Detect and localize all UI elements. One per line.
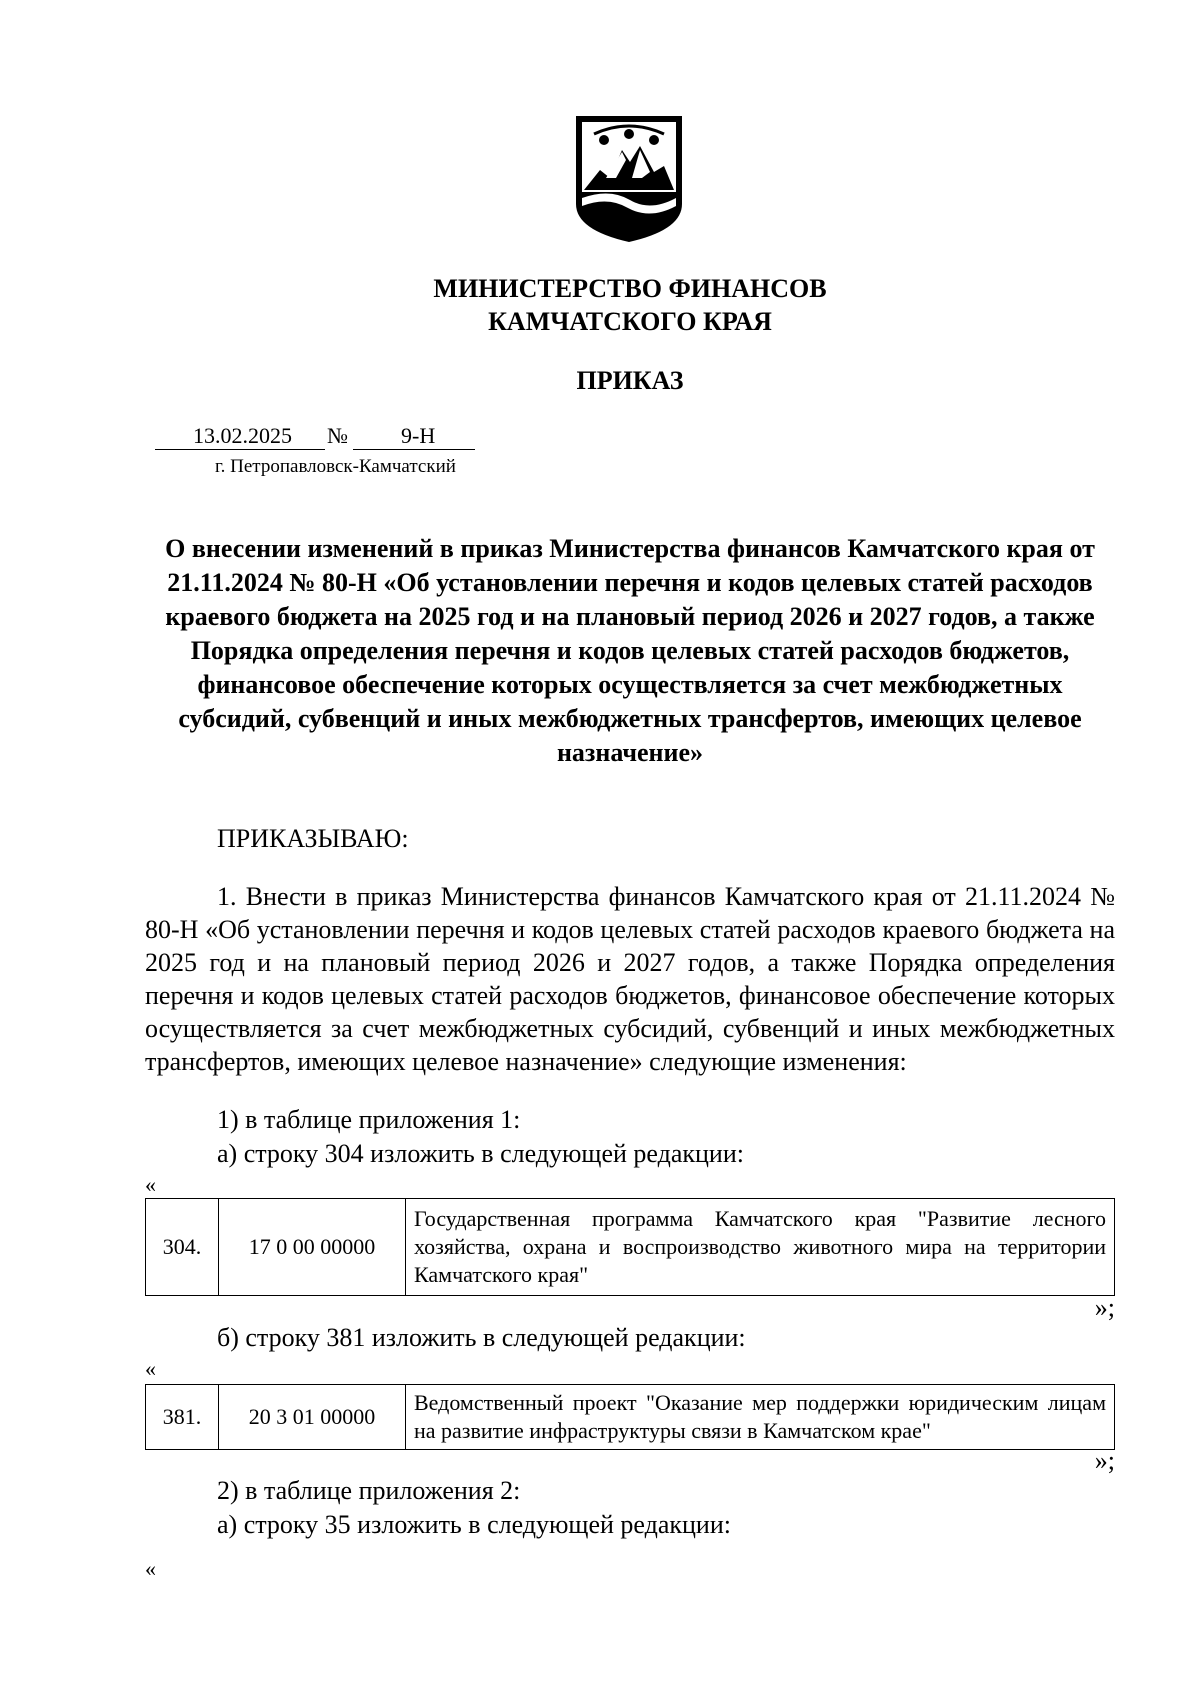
item-1a: а) строку 304 изложить в следующей редакции: (217, 1139, 744, 1168)
date-underline (155, 449, 325, 450)
row-code: 20 3 01 00000 (219, 1385, 406, 1450)
city-name: г. Петропавловск-Камчатский (215, 456, 456, 477)
item-2: 2) в таблице приложения 2: (217, 1476, 521, 1505)
item-1b: б) строку 381 изложить в следующей редакции: (217, 1323, 746, 1352)
row-description: Ведомственный проект "Оказание мер поддержки юридическим лицам на развитие инфраструктуры связи в Камчатском крае" (406, 1385, 1115, 1450)
open-quote: « (145, 1172, 156, 1197)
item-2a: а) строку 35 изложить в следующей редакции: (217, 1510, 731, 1539)
close-quote: »; (1094, 1446, 1115, 1475)
row-number: 304. (146, 1199, 219, 1296)
table-row-381 (145, 1384, 1115, 1450)
paragraph-1: 1. Внести в приказ Министерства финансов Камчатского края от 21.11.2024 № 80-Н «Об установлении перечня и кодов целевых статей расходов краевого бюджета на 2025 год и на плановый период 2026 и 2027 годов, а также Порядка определения перечня и кодов целевых статей расходов бюджетов, финансовое обеспечение которых осуществляется за счет межбюджетных субсидий, субвенций и иных межбюджетных трансфертов, имеющих целевое назначение» следующие изменения: (145, 882, 1115, 1076)
document-type: ПРИКАЗ (576, 366, 684, 395)
number-sign: № (327, 423, 348, 448)
ministry-name-line1: МИНИСТЕРСТВО ФИНАНСОВ (433, 274, 827, 303)
row-description: Государственная программа Камчатского края "Развитие лесного хозяйства, охрана и воспроизводство животного мира на территории Камчатского края" (406, 1199, 1115, 1296)
order-number: 9-Н (401, 423, 436, 448)
row-number: 381. (146, 1385, 219, 1450)
ministry-name-line2: КАМЧАТСКОГО КРАЯ (488, 307, 772, 336)
number-underline (353, 449, 475, 450)
open-quote: « (145, 1556, 156, 1581)
order-date: 13.02.2025 (193, 423, 292, 448)
table-row-304 (145, 1198, 1115, 1296)
close-quote: »; (1094, 1293, 1115, 1322)
open-quote: « (145, 1356, 156, 1381)
row-code: 17 0 00 00000 (219, 1199, 406, 1296)
document-title: О внесении изменений в приказ Министерства финансов Камчатского края от 21.11.2024 № 80-Н «Об установлении перечня и кодов целевых статей расходов краевого бюджета на 2025 год и на плановый период 2026 и 2027 годов, а также Порядка определения перечня и кодов целевых статей расходов бюджетов, финансовое обеспечение которых осуществляется за счет межбюджетных субсидий, субвенций и иных межбюджетных трансфертов, имеющих целевое назначение» (165, 534, 1095, 767)
coat-of-arms-emblem (570, 112, 688, 244)
order-word: ПРИКАЗЫВАЮ: (217, 824, 409, 853)
item-1: 1) в таблице приложения 1: (217, 1105, 521, 1134)
